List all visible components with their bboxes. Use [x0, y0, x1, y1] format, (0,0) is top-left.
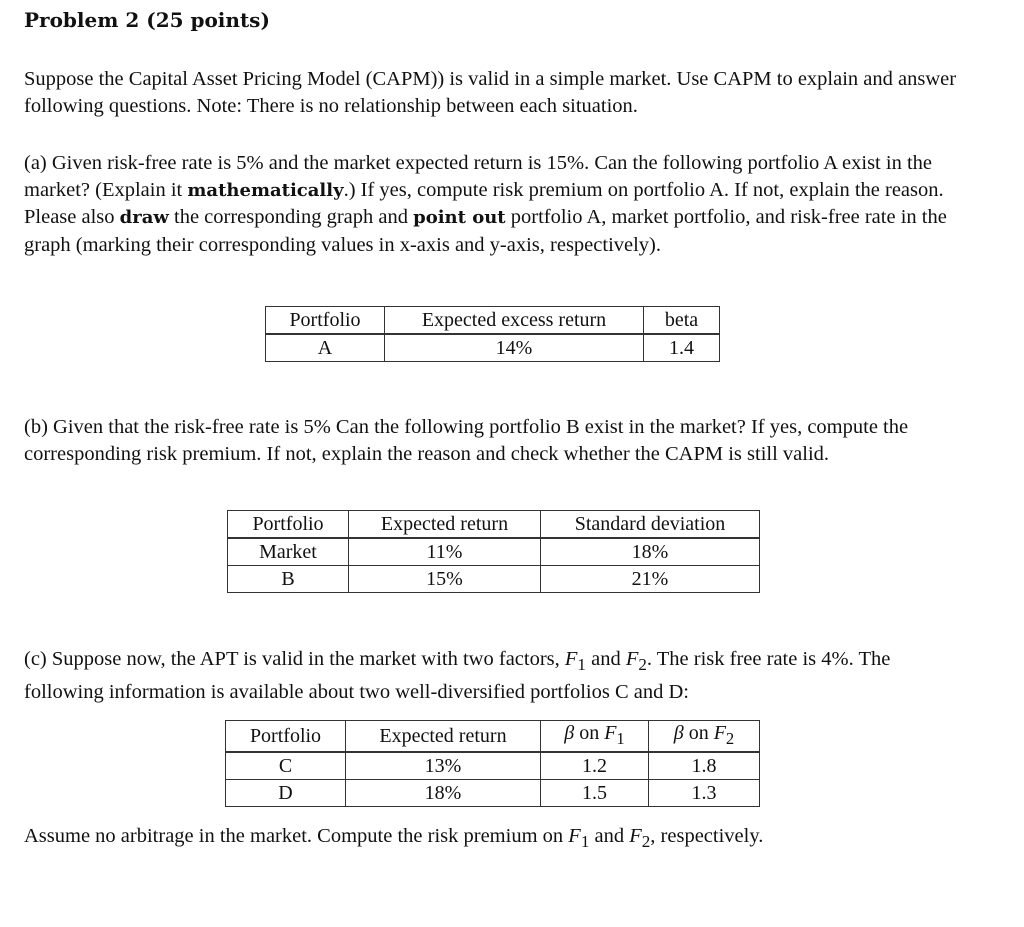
table-c-header-expected-return: Expected return [346, 721, 541, 753]
table-b-cell-market-sd: 18% [541, 538, 760, 566]
part-a-text-3: the corresponding graph and [168, 206, 414, 228]
factor-sub: 1 [616, 729, 625, 748]
beta-symbol: β [673, 722, 684, 744]
part-c-f2: F [625, 648, 639, 670]
table-c-cell-c-return: 13% [346, 752, 541, 780]
table-portfolio-b [227, 510, 760, 593]
part-a-text-2: .) If yes, compute risk premium on portfolio A. If not, explain the reason. Please also [24, 178, 944, 228]
part-a-text-4: portfolio A, market portfolio, and risk-free rate in the graph (marking their corresponding values in x-axis and y-axis, respectively). [24, 206, 947, 256]
intro-paragraph: Suppose the Capital Asset Pricing Model (CAPM)) is valid in a simple market. Use CAPM to explain and answer following questions. Note: There is no relationship between each situation. [24, 68, 957, 117]
part-c-text-1: (c) Suppose now, the APT is valid in the market with two factors, [24, 648, 565, 670]
table-c-header-portfolio: Portfolio [226, 721, 346, 753]
part-c-paragraph [24, 646, 969, 705]
beta-symbol: β [564, 722, 575, 744]
part-c-text-3: . The risk free rate is 4%. The following information is available about two well-diversified portfolios C and D: [24, 648, 891, 703]
factor-f-label: F [713, 722, 726, 744]
table-portfolio-cd [225, 720, 760, 807]
part-c-f2-sub: 2 [638, 655, 647, 675]
problem-title: Problem 2 (25 points) [24, 8, 270, 32]
closing-f2: F [629, 825, 642, 847]
table-a-cell-portfolio: A [266, 334, 385, 362]
table-c-cell-d-beta1: 1.5 [541, 780, 649, 807]
part-c-f1: F [564, 648, 578, 670]
closing-text-1: Assume no arbitrage in the market. Compute the risk premium on [24, 825, 569, 847]
part-b-paragraph: (b) Given that the risk-free rate is 5% Can the following portfolio B exist in the market? If yes, compute the corresponding risk premium. If not, explain the reason and check whether the CAPM is still valid. [24, 416, 909, 465]
factor-sub: 2 [725, 729, 735, 748]
beta-on-label: on [574, 722, 605, 744]
table-a-header-expected-excess-return: Expected excess return [385, 307, 644, 335]
table-c-cell-c-beta1: 1.2 [541, 752, 649, 780]
part-a-bold-mathematically: mathematically [187, 179, 344, 201]
table-c-cell-d-beta2: 1.3 [649, 780, 760, 807]
table-b-cell-market-name: Market [228, 538, 349, 566]
table-a-cell-beta: 1.4 [644, 334, 720, 362]
table-b-header-standard-deviation: Standard deviation [541, 511, 760, 539]
table-b-cell-b-return: 15% [349, 566, 541, 593]
table-b-cell-b-sd: 21% [541, 566, 760, 593]
closing-text-2: and [589, 825, 630, 847]
table-c-cell-c-name: C [226, 752, 346, 780]
table-c-header-beta-f2 [649, 721, 760, 753]
table-c-cell-d-return: 18% [346, 780, 541, 807]
part-a-paragraph [24, 150, 969, 258]
table-a-header-portfolio: Portfolio [266, 307, 385, 335]
table-portfolio-a [265, 306, 720, 362]
part-a-text-1: (a) Given risk-free rate is 5% and the market expected return is 15%. Can the following portfolio A exist in the market? (Explain it [24, 152, 932, 201]
closing-f1-sub: 1 [580, 832, 590, 852]
factor-f-label: F [604, 722, 617, 744]
table-c-cell-d-name: D [226, 780, 346, 807]
part-a-bold-draw: draw [119, 207, 169, 228]
part-a-bold-point-out: point out [413, 207, 506, 228]
closing-text-3: , respectively. [650, 825, 764, 847]
table-c-header-beta-f1 [541, 721, 649, 753]
closing-f2-sub: 2 [641, 832, 651, 852]
table-b-header-expected-return: Expected return [349, 511, 541, 539]
beta-on-label: on [683, 722, 714, 744]
closing-f1: F [568, 825, 581, 847]
part-c-f1-sub: 1 [577, 655, 586, 675]
part-c-text-2: and [585, 648, 626, 670]
closing-paragraph [24, 823, 969, 856]
table-a-cell-excess-return: 14% [385, 334, 644, 362]
table-b-cell-market-return: 11% [349, 538, 541, 566]
table-b-header-portfolio: Portfolio [228, 511, 349, 539]
table-b-cell-b-name: B [228, 566, 349, 593]
table-a-header-beta: beta [644, 307, 720, 335]
table-c-cell-c-beta2: 1.8 [649, 752, 760, 780]
